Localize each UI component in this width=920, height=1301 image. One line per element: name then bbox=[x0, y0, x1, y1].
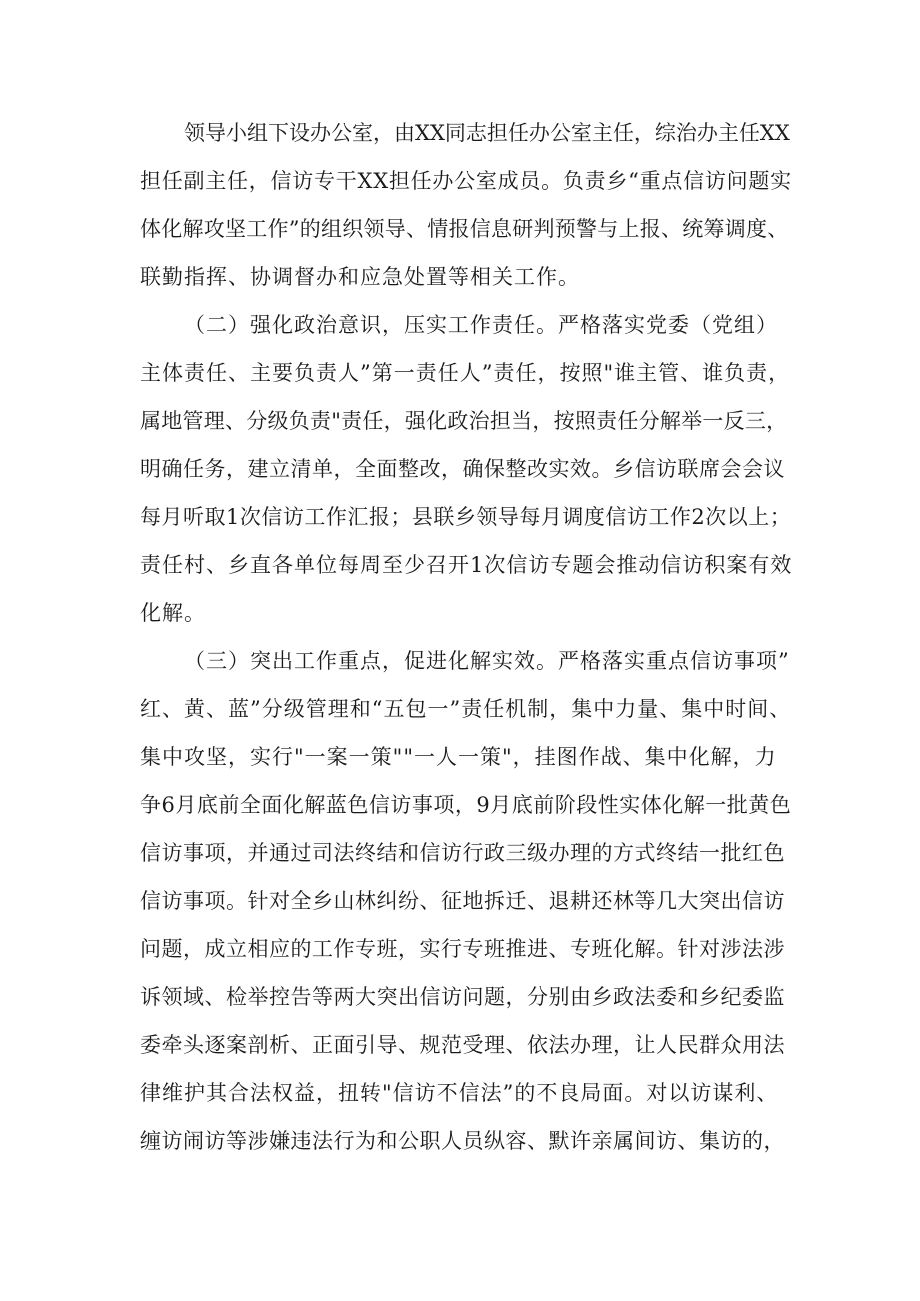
paragraph-2-line-7: 化解。 bbox=[140, 601, 206, 625]
paragraph-1-line-2: 担任副主任，信访专干XX担任办公室成员。负责乡“重点信访问题实 bbox=[140, 169, 792, 193]
paragraph-2-line-3: 属地管理、分级负责"责任，强化政治担当，按照责任分解举一反三， bbox=[140, 409, 788, 433]
paragraph-3-line-7: 问题，成立相应的工作专班，实行专班推进、专班化解。针对涉法涉 bbox=[140, 937, 785, 961]
paragraph-1-line-3: 体化解攻坚工作”的组织领导、情报信息研判预警与上报、统筹调度、 bbox=[140, 217, 789, 241]
paragraph-2-line-4: 明确任务，建立清单，全面整改，确保整改实效。乡信访联席会会议 bbox=[140, 457, 785, 481]
paragraph-2-line-5: 每月听取1次信访工作汇报；县联乡领导每月调度信访工作2次以上； bbox=[140, 505, 792, 529]
paragraph-3-line-10: 律维护其合法权益，扭转"信访不信法”的不良局面。对以访谋利、 bbox=[140, 1081, 779, 1105]
paragraph-3-line-2: 红、黄、蓝”分级管理和“五包一”责任机制，集中力量、集中时间、 bbox=[140, 697, 792, 721]
paragraph-1-line-1: 领导小组下设办公室，由XX同志担任办公室主任，综治办主任XX bbox=[184, 121, 790, 145]
paragraph-3-line-6: 信访事项。针对全乡山林纠纷、征地拆迁、退耕还林等几大突出信访 bbox=[140, 889, 785, 913]
paragraph-3-line-5: 信访事项，并通过司法终结和信访行政三级办理的方式终结一批红色 bbox=[140, 841, 785, 865]
paragraph-1-line-4: 联勤指挥、协调督办和应急处置等相关工作。 bbox=[140, 265, 580, 289]
paragraph-2-line-6: 责任村、乡直各单位每周至少召开1次信访专题会推动信访积案有效 bbox=[140, 553, 793, 577]
paragraph-3-line-1: （三）突出工作重点，促进化解实效。严格落实重点信访事项” bbox=[184, 649, 790, 673]
paragraph-3-line-11: 缠访闹访等涉嫌违法行为和公职人员纵容、默许亲属间访、集访的， bbox=[140, 1129, 785, 1153]
paragraph-2-line-1: （二）强化政治意识，压实工作责任。严格落实党委（党组） bbox=[184, 313, 778, 337]
paragraph-3-line-9: 委牵头逐案剖析、正面引导、规范受理、依法办理，让人民群众用法 bbox=[140, 1033, 785, 1057]
paragraph-3-line-3: 集中攻坚，实行"一案一策""一人一策"，挂图作战、集中化解，力 bbox=[140, 745, 777, 769]
paragraph-2-line-2: 主体责任、主要负责人”第一责任人”责任，按照"谁主管、谁负责， bbox=[140, 361, 791, 385]
paragraph-3-line-8: 诉领域、检举控告等两大突出信访问题，分别由乡政法委和乡纪委监 bbox=[140, 985, 785, 1009]
paragraph-3-line-4: 争6月底前全面化解蓝色信访事项，9月底前阶段性实体化解一批黄色 bbox=[140, 793, 792, 817]
